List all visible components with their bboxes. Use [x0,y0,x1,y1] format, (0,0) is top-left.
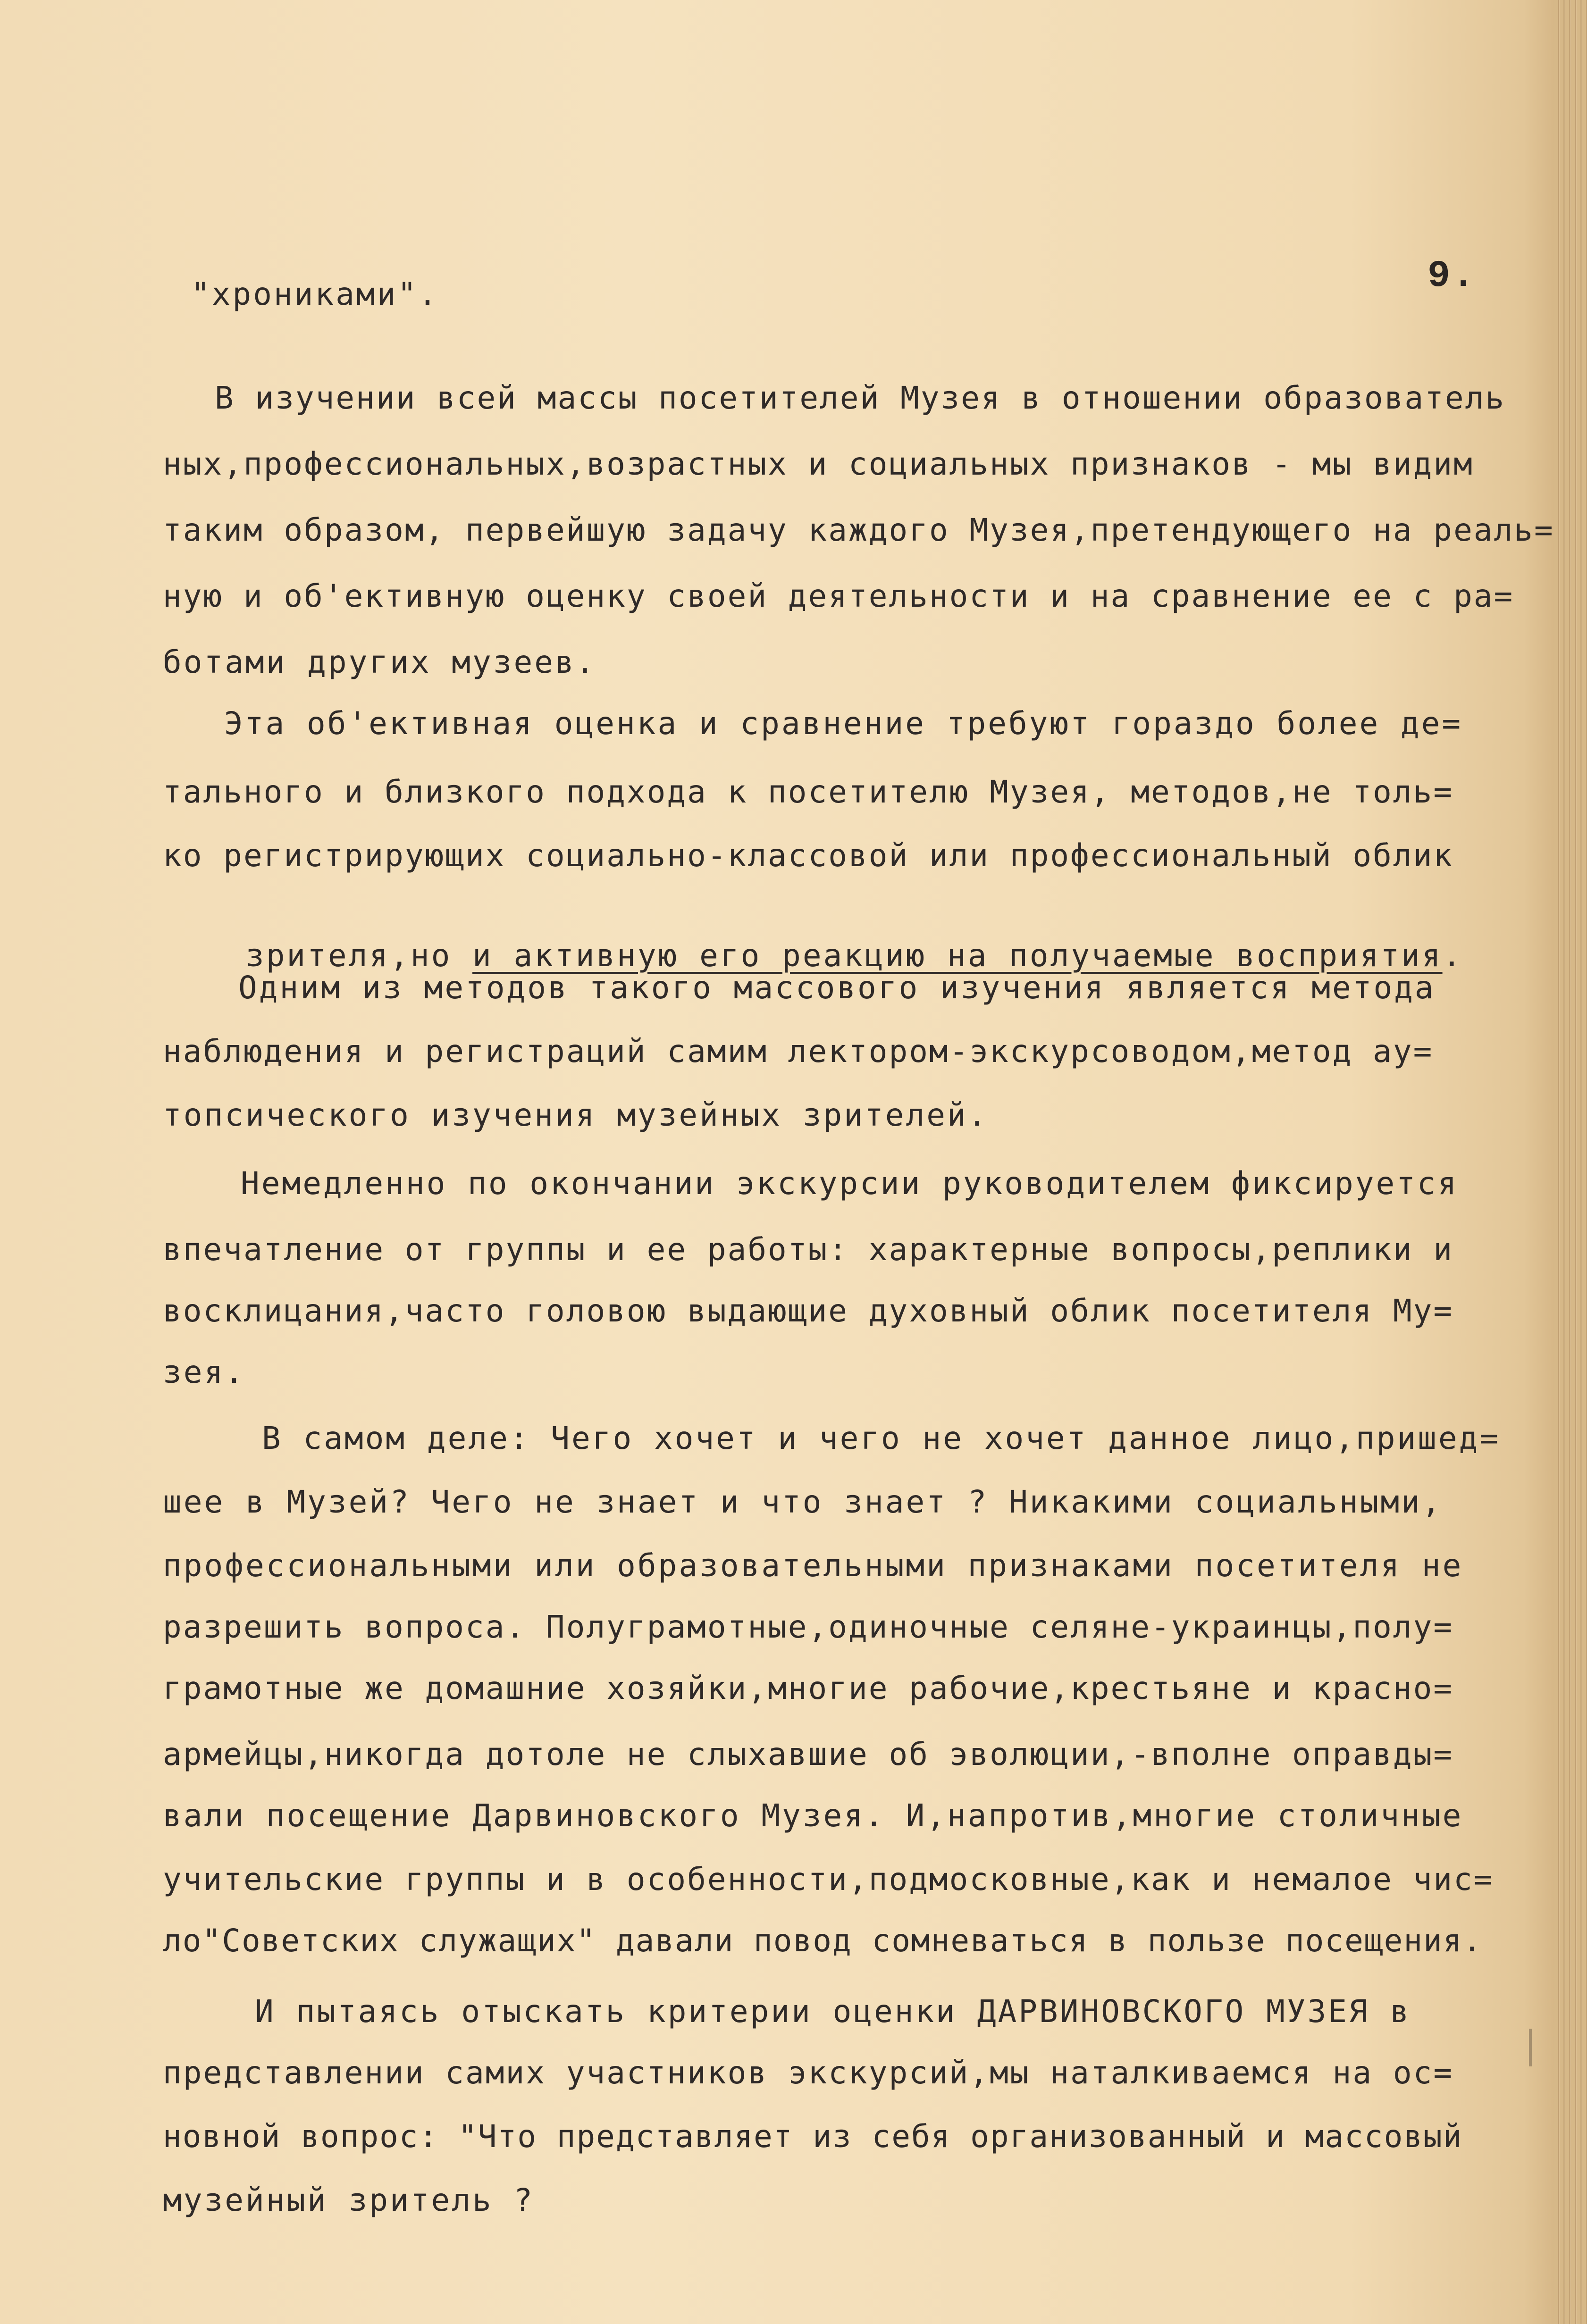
text-line: впечатление от группы и ее работы: характерные вопросы,реплики и [163,1231,1454,1268]
text-line: Эта об'ективная оценка и сравнение требуют гораздо более де= [224,705,1463,742]
text-line: И пытаясь отыскать критерии оценки ДАРВИНОВСКОГО МУЗЕЯ в [255,1993,1411,2030]
paper-mark [1529,2029,1532,2066]
text-line: В самом деле: Чего хочет и чего не хочет данное лицо,пришед= [262,1420,1501,1456]
text-line: Немедленно по окончании экскурсии руководителем фиксируется [241,1165,1459,1202]
page-stack-edge [1554,0,1587,2324]
text-line: наблюдения и регистраций самим лектором-экскурсоводом,метод ау= [163,1033,1434,1070]
text-line: В изучении всей массы посетителей Музея в отношении образователь [215,380,1506,416]
text-line: профессиональными или образовательными признаками посетителя не [163,1547,1463,1584]
page-number: 9. [1427,255,1477,298]
underlined-phrase: и активную его реакцию на получаемые восприятия [472,937,1443,974]
text-line: армейцы,никогда дотоле не слыхавшие об эволюции,-вполне оправды= [163,1736,1454,1772]
text-line: шее в Музей? Чего не знает и что знает ? Никакими социальными, [163,1484,1443,1520]
text-line: музейный зритель ? [163,2182,535,2218]
text-line: ботами других музеев. [163,644,596,680]
text-line: разрешить вопроса. Полуграмотные,одиночные селяне-украинцы,полу= [163,1609,1454,1645]
text-line: Одним из методов такого массового изучения является метода [238,970,1436,1006]
text-line: тального и близкого подхода к посетителю Музея, методов,не толь= [163,774,1454,810]
text-line: учительские группы и в особенности,подмосковные,как и немалое чис= [163,1861,1494,1898]
text-line: топсического изучения музейных зрителей. [163,1097,989,1133]
text-line: вали посещение Дарвиновского Музея. И,напротив,многие столичные [163,1797,1463,1834]
text-line: представлении самих участников экскурсий,мы наталкиваемся на ос= [163,2055,1454,2091]
text-line: таким образом, первейшую задачу каждого Музея,претендующего на реаль= [163,512,1554,548]
text-fragment: . [1442,937,1463,974]
text-line: восклицания,часто головою выдающие духовный облик посетителя Му= [163,1293,1454,1329]
text-line: новной вопрос: "Что представляет из себя организованный и массовый [163,2118,1463,2155]
text-line: "хрониками". [191,276,439,312]
text-line: грамотные же домашние хозяйки,многие рабочие,крестьяне и красно= [163,1670,1454,1706]
text-line: ную и об'ективную оценку своей деятельности и на сравнение ее с ра= [163,578,1514,614]
bleed-through [1453,222,1470,255]
text-line: ных,профессиональных,возрастных и социальных признаков - мы видим [163,446,1474,482]
text-line: ко регистрирующих социально-классовой или профессиональный облик [163,837,1454,874]
text-line: зея. [163,1354,245,1390]
text-line: ло"Советских служащих" давали повод сомневаться в пользе посещения. [163,1923,1483,1959]
text-fragment: зрителя,но [245,937,473,974]
